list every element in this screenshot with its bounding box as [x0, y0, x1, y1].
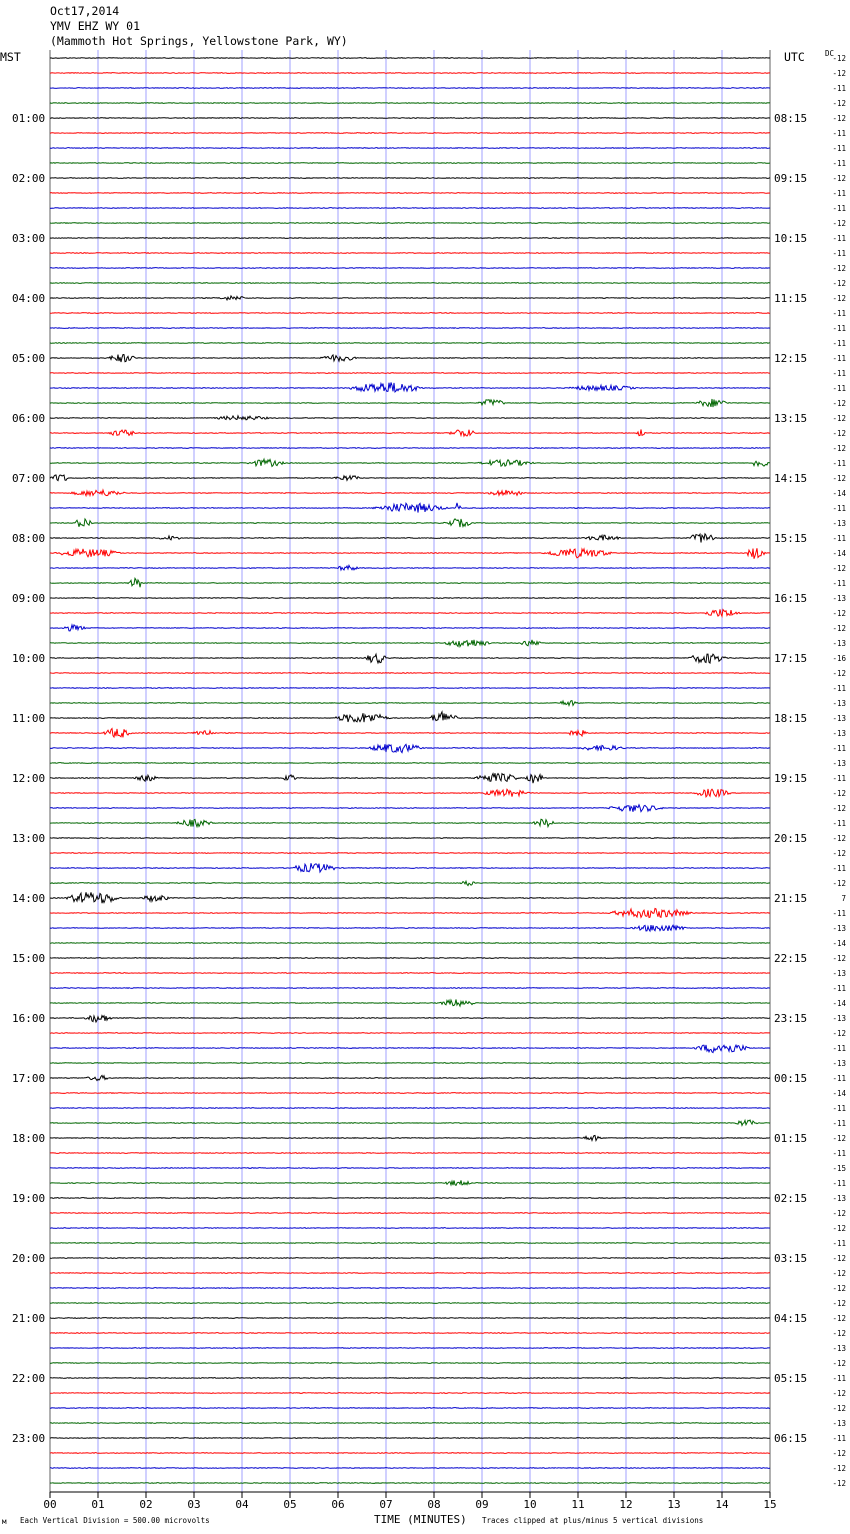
x-tick-label: 05 — [283, 1498, 297, 1511]
trace-87 — [50, 1348, 770, 1349]
dc-offset-value: -12 — [832, 954, 846, 963]
trace-23 — [50, 382, 770, 392]
trace-58 — [50, 908, 770, 917]
trace-14 — [50, 253, 770, 254]
dc-offset-value: -12 — [832, 849, 846, 858]
trace-56 — [50, 881, 770, 885]
trace-2 — [50, 73, 770, 74]
trace-11 — [50, 208, 770, 209]
trace-44 — [50, 701, 770, 706]
dc-offset-value: -11 — [832, 774, 846, 783]
trace-88 — [50, 1363, 770, 1364]
right-hour-label: 06:15 — [774, 1432, 808, 1445]
left-hour-label: 12:00 — [12, 772, 46, 785]
trace-21 — [50, 355, 770, 362]
dc-offset-value: -13 — [832, 924, 846, 933]
header — [0, 4, 834, 64]
right-hour-label: 14:15 — [774, 472, 808, 485]
trace-84 — [50, 1303, 770, 1304]
minute-gridlines — [50, 50, 770, 1492]
dc-offset-value: -15 — [832, 1164, 846, 1173]
left-hour-label: 02:00 — [12, 172, 46, 185]
trace-15 — [50, 268, 770, 269]
right-hour-label: 02:15 — [774, 1192, 808, 1205]
trace-38 — [50, 609, 770, 616]
trace-79 — [50, 1228, 770, 1229]
trace-40 — [50, 640, 770, 647]
dc-offset-value: -12 — [832, 1479, 846, 1488]
dc-offset-value: -11 — [832, 354, 846, 363]
dc-offset-value: -13 — [832, 1014, 846, 1023]
dc-offset-value: -11 — [832, 309, 846, 318]
trace-90 — [50, 1393, 770, 1394]
trace-94 — [50, 1453, 770, 1454]
dc-offset-value: -11 — [832, 1434, 846, 1443]
dc-offset-value: -12 — [832, 789, 846, 798]
trace-32 — [50, 519, 770, 527]
right-hour-label: 05:15 — [774, 1372, 808, 1385]
trace-3 — [50, 88, 770, 89]
right-hour-label: 08:15 — [774, 112, 808, 125]
trace-68 — [50, 1063, 770, 1064]
x-tick-label: 02 — [139, 1498, 153, 1511]
trace-36 — [50, 578, 770, 587]
left-hour-label: 15:00 — [12, 952, 46, 965]
x-axis-title: TIME (MINUTES) — [374, 1513, 467, 1526]
right-hour-label: 13:15 — [774, 412, 808, 425]
trace-16 — [50, 283, 770, 284]
dc-offset-value: -11 — [832, 504, 846, 513]
dc-offset-value: -12 — [832, 1299, 846, 1308]
trace-34 — [50, 548, 770, 558]
trace-53 — [50, 838, 770, 839]
trace-30 — [50, 490, 770, 496]
x-tick-label: 13 — [667, 1498, 681, 1511]
dc-offset-value: -11 — [832, 129, 846, 138]
dc-offset-value: -13 — [832, 639, 846, 648]
trace-51 — [50, 805, 770, 812]
trace-76 — [50, 1180, 770, 1185]
dc-offset-value: -12 — [832, 114, 846, 123]
dc-offset-value: -12 — [832, 69, 846, 78]
trace-55 — [50, 863, 770, 872]
clip-note: Traces clipped at plus/minus 5 vertical divisions — [482, 1516, 704, 1525]
trace-62 — [50, 973, 770, 974]
dc-offset-value: -16 — [832, 654, 846, 663]
trace-10 — [50, 193, 770, 194]
dc-offset-value: -12 — [832, 879, 846, 888]
dc-offset-value: -13 — [832, 969, 846, 978]
left-hour-label: 10:00 — [12, 652, 46, 665]
right-hour-label: 20:15 — [774, 832, 808, 845]
x-tick-label: 04 — [235, 1498, 249, 1511]
trace-83 — [50, 1288, 770, 1289]
dc-offset-value: -11 — [832, 384, 846, 393]
dc-offset-value: -11 — [832, 249, 846, 258]
right-hour-label: 16:15 — [774, 592, 808, 605]
trace-27 — [50, 448, 770, 449]
trace-86 — [50, 1333, 770, 1334]
scale-note: Each Vertical Division = 500.00 microvolts — [20, 1516, 210, 1525]
trace-45 — [50, 712, 770, 722]
dc-offset-value: -12 — [832, 444, 846, 453]
trace-8 — [50, 163, 770, 164]
dc-offset-labels — [832, 54, 846, 1488]
x-tick-label: 07 — [379, 1498, 393, 1511]
dc-offset-value: -11 — [832, 864, 846, 873]
dc-offset-value: -13 — [832, 1059, 846, 1068]
right-hour-label: 18:15 — [774, 712, 808, 725]
dc-offset-value: -14 — [832, 549, 846, 558]
dc-offset-value: -13 — [832, 699, 846, 708]
left-hour-label: 05:00 — [12, 352, 46, 365]
trace-4 — [50, 103, 770, 104]
dc-offset-value: -12 — [832, 834, 846, 843]
trace-75 — [50, 1168, 770, 1169]
trace-5 — [50, 118, 770, 119]
trace-41 — [50, 654, 770, 663]
trace-61 — [50, 958, 770, 959]
right-hour-label: 10:15 — [774, 232, 808, 245]
trace-17 — [50, 296, 770, 300]
x-tick-label: 14 — [715, 1498, 729, 1511]
trace-42 — [50, 673, 770, 674]
corner-mark: м — [2, 1517, 7, 1526]
dc-offset-value: -13 — [832, 594, 846, 603]
dc-offset-value: -11 — [832, 369, 846, 378]
dc-offset-value: -13 — [832, 759, 846, 768]
trace-66 — [50, 1033, 770, 1034]
trace-26 — [50, 429, 770, 436]
left-hour-label: 04:00 — [12, 292, 46, 305]
trace-67 — [50, 1045, 770, 1053]
right-hour-label: 01:15 — [774, 1132, 808, 1145]
left-hour-label: 09:00 — [12, 592, 46, 605]
dc-offset-value: -11 — [832, 204, 846, 213]
dc-offset-value: -11 — [832, 534, 846, 543]
dc-offset-value: -12 — [832, 804, 846, 813]
dc-offset-value: -12 — [832, 54, 846, 63]
trace-48 — [50, 763, 770, 764]
dc-offset-value: -11 — [832, 324, 846, 333]
dc-offset-value: -11 — [832, 1119, 846, 1128]
x-tick-label: 01 — [91, 1498, 105, 1511]
right-hour-label: 22:15 — [774, 952, 808, 965]
dc-offset-value: -11 — [832, 459, 846, 468]
dc-offset-value: -12 — [832, 219, 846, 228]
x-tick-label: 11 — [571, 1498, 585, 1511]
dc-offset-value: -12 — [832, 1359, 846, 1368]
trace-13 — [50, 238, 770, 239]
trace-64 — [50, 999, 770, 1006]
left-hour-label: 01:00 — [12, 112, 46, 125]
dc-offset-value: 7 — [841, 894, 846, 903]
trace-63 — [50, 988, 770, 989]
right-timezone-label: UTC — [784, 50, 805, 64]
dc-offset-value: -12 — [832, 624, 846, 633]
left-timezone-label: MST — [0, 50, 21, 64]
dc-offset-value: -11 — [832, 189, 846, 198]
trace-28 — [50, 459, 770, 466]
left-hour-label: 13:00 — [12, 832, 46, 845]
dc-offset-value: -12 — [832, 1209, 846, 1218]
left-hour-label: 23:00 — [12, 1432, 46, 1445]
left-hour-label: 19:00 — [12, 1192, 46, 1205]
dc-offset-value: -11 — [832, 234, 846, 243]
trace-59 — [50, 925, 770, 931]
dc-offset-value: -13 — [832, 1344, 846, 1353]
trace-18 — [50, 313, 770, 314]
x-tick-label: 08 — [427, 1498, 441, 1511]
left-hour-label: 22:00 — [12, 1372, 46, 1385]
dc-offset-value: -11 — [832, 339, 846, 348]
dc-offset-value: -12 — [832, 1464, 846, 1473]
left-hour-label: 21:00 — [12, 1312, 46, 1325]
x-tick-label: 15 — [763, 1498, 777, 1511]
trace-39 — [50, 625, 770, 631]
dc-offset-value: -13 — [832, 714, 846, 723]
dc-offset-value: -12 — [832, 99, 846, 108]
x-tick-label: 12 — [619, 1498, 633, 1511]
dc-offset-value: -12 — [832, 294, 846, 303]
left-hour-label: 14:00 — [12, 892, 46, 905]
trace-20 — [50, 343, 770, 344]
trace-47 — [50, 744, 770, 752]
trace-19 — [50, 328, 770, 329]
trace-81 — [50, 1258, 770, 1259]
trace-93 — [50, 1438, 770, 1439]
seismic-traces — [50, 58, 770, 1484]
dc-offset-value: -13 — [832, 1419, 846, 1428]
dc-offset-value: -11 — [832, 1179, 846, 1188]
dc-offset-value: -11 — [832, 1149, 846, 1158]
footer — [2, 1513, 703, 1526]
right-hour-label: 09:15 — [774, 172, 808, 185]
station-location: (Mammoth Hot Springs, Yellowstone Park, WY) — [50, 34, 348, 48]
trace-96 — [50, 1483, 770, 1484]
trace-54 — [50, 853, 770, 854]
dc-offset-value: -12 — [832, 1224, 846, 1233]
trace-46 — [50, 729, 770, 738]
left-hour-label: 18:00 — [12, 1132, 46, 1145]
dc-offset-value: -11 — [832, 159, 846, 168]
left-hour-label: 17:00 — [12, 1072, 46, 1085]
chart-date: Oct17,2014 — [50, 4, 120, 18]
right-hour-label: 19:15 — [774, 772, 808, 785]
dc-offset-value: -12 — [832, 1029, 846, 1038]
right-hour-label: 15:15 — [774, 532, 808, 545]
trace-33 — [50, 534, 770, 543]
x-axis — [43, 1492, 776, 1511]
right-hour-label: 04:15 — [774, 1312, 808, 1325]
left-hour-label: 16:00 — [12, 1012, 46, 1025]
trace-71 — [50, 1108, 770, 1109]
x-tick-label: 06 — [331, 1498, 345, 1511]
dc-offset-value: -11 — [832, 684, 846, 693]
dc-offset-value: -12 — [832, 174, 846, 183]
trace-6 — [50, 133, 770, 134]
trace-91 — [50, 1408, 770, 1409]
trace-77 — [50, 1198, 770, 1199]
left-hour-label: 07:00 — [12, 472, 46, 485]
dc-offset-value: -11 — [832, 1374, 846, 1383]
x-tick-label: 03 — [187, 1498, 201, 1511]
dc-offset-value: -13 — [832, 1194, 846, 1203]
dc-offset-value: -13 — [832, 519, 846, 528]
dc-offset-value: -12 — [832, 1314, 846, 1323]
left-hour-label: 08:00 — [12, 532, 46, 545]
trace-73 — [50, 1135, 770, 1140]
dc-offset-value: -11 — [832, 1239, 846, 1248]
x-tick-label: 09 — [475, 1498, 489, 1511]
trace-65 — [50, 1016, 770, 1022]
trace-50 — [50, 789, 770, 797]
trace-35 — [50, 565, 770, 570]
trace-37 — [50, 598, 770, 599]
dc-offset-value: -14 — [832, 1089, 846, 1098]
dc-offset-value: -11 — [832, 579, 846, 588]
trace-9 — [50, 178, 770, 179]
trace-92 — [50, 1423, 770, 1424]
right-hour-label: 21:15 — [774, 892, 808, 905]
trace-25 — [50, 416, 770, 420]
dc-offset-value: -12 — [832, 1404, 846, 1413]
dc-offset-value: -14 — [832, 489, 846, 498]
dc-offset-value: -11 — [832, 1104, 846, 1113]
dc-offset-value: -12 — [832, 1269, 846, 1278]
left-hour-label: 11:00 — [12, 712, 46, 725]
trace-82 — [50, 1273, 770, 1274]
dc-offset-value: -12 — [832, 669, 846, 678]
trace-74 — [50, 1153, 770, 1154]
right-hour-label: 23:15 — [774, 1012, 808, 1025]
trace-52 — [50, 819, 770, 826]
left-hour-label: 06:00 — [12, 412, 46, 425]
dc-offset-value: -11 — [832, 984, 846, 993]
dc-offset-value: -12 — [832, 429, 846, 438]
trace-78 — [50, 1213, 770, 1214]
station-id: YMV EHZ WY 01 — [50, 19, 141, 33]
dc-offset-value: -12 — [832, 474, 846, 483]
trace-89 — [50, 1378, 770, 1379]
trace-57 — [50, 892, 770, 903]
dc-offset-value: -12 — [832, 1254, 846, 1263]
dc-offset-value: -11 — [832, 144, 846, 153]
x-tick-label: 00 — [43, 1498, 57, 1511]
trace-60 — [50, 943, 770, 944]
dc-offset-value: -12 — [832, 414, 846, 423]
trace-31 — [50, 503, 770, 513]
trace-80 — [50, 1243, 770, 1244]
trace-12 — [50, 223, 770, 224]
dc-offset-value: -12 — [832, 264, 846, 273]
dc-offset-value: -12 — [832, 1449, 846, 1458]
dc-offset-value: -12 — [832, 1389, 846, 1398]
dc-offset-value: -12 — [832, 1134, 846, 1143]
right-hour-label: 17:15 — [774, 652, 808, 665]
left-hour-label: 03:00 — [12, 232, 46, 245]
trace-29 — [50, 475, 770, 481]
dc-offset-value: -12 — [832, 1329, 846, 1338]
dc-offset-value: -12 — [832, 609, 846, 618]
x-tick-label: 10 — [523, 1498, 537, 1511]
dc-offset-value: -12 — [832, 1284, 846, 1293]
dc-offset-value: -11 — [832, 819, 846, 828]
trace-1 — [50, 58, 770, 59]
dc-offset-value: -11 — [832, 909, 846, 918]
left-hour-label: 20:00 — [12, 1252, 46, 1265]
dc-offset-value: -12 — [832, 399, 846, 408]
trace-43 — [50, 688, 770, 689]
trace-7 — [50, 148, 770, 149]
trace-24 — [50, 399, 770, 407]
dc-offset-header: DC — [825, 49, 835, 58]
dc-offset-value: -13 — [832, 729, 846, 738]
dc-offset-value: -11 — [832, 744, 846, 753]
trace-95 — [50, 1468, 770, 1469]
trace-22 — [50, 373, 770, 374]
trace-72 — [50, 1120, 770, 1125]
right-hour-label: 11:15 — [774, 292, 808, 305]
trace-85 — [50, 1318, 770, 1319]
dc-offset-value: -14 — [832, 939, 846, 948]
dc-offset-value: -12 — [832, 279, 846, 288]
dc-offset-value: -12 — [832, 564, 846, 573]
dc-offset-value: -11 — [832, 1044, 846, 1053]
dc-offset-value: -14 — [832, 999, 846, 1008]
trace-49 — [50, 773, 770, 783]
trace-69 — [50, 1075, 770, 1080]
trace-70 — [50, 1093, 770, 1094]
right-hour-label: 00:15 — [774, 1072, 808, 1085]
dc-offset-value: -11 — [832, 84, 846, 93]
right-hour-label: 12:15 — [774, 352, 808, 365]
right-hour-label: 03:15 — [774, 1252, 808, 1265]
dc-offset-value: -11 — [832, 1074, 846, 1083]
